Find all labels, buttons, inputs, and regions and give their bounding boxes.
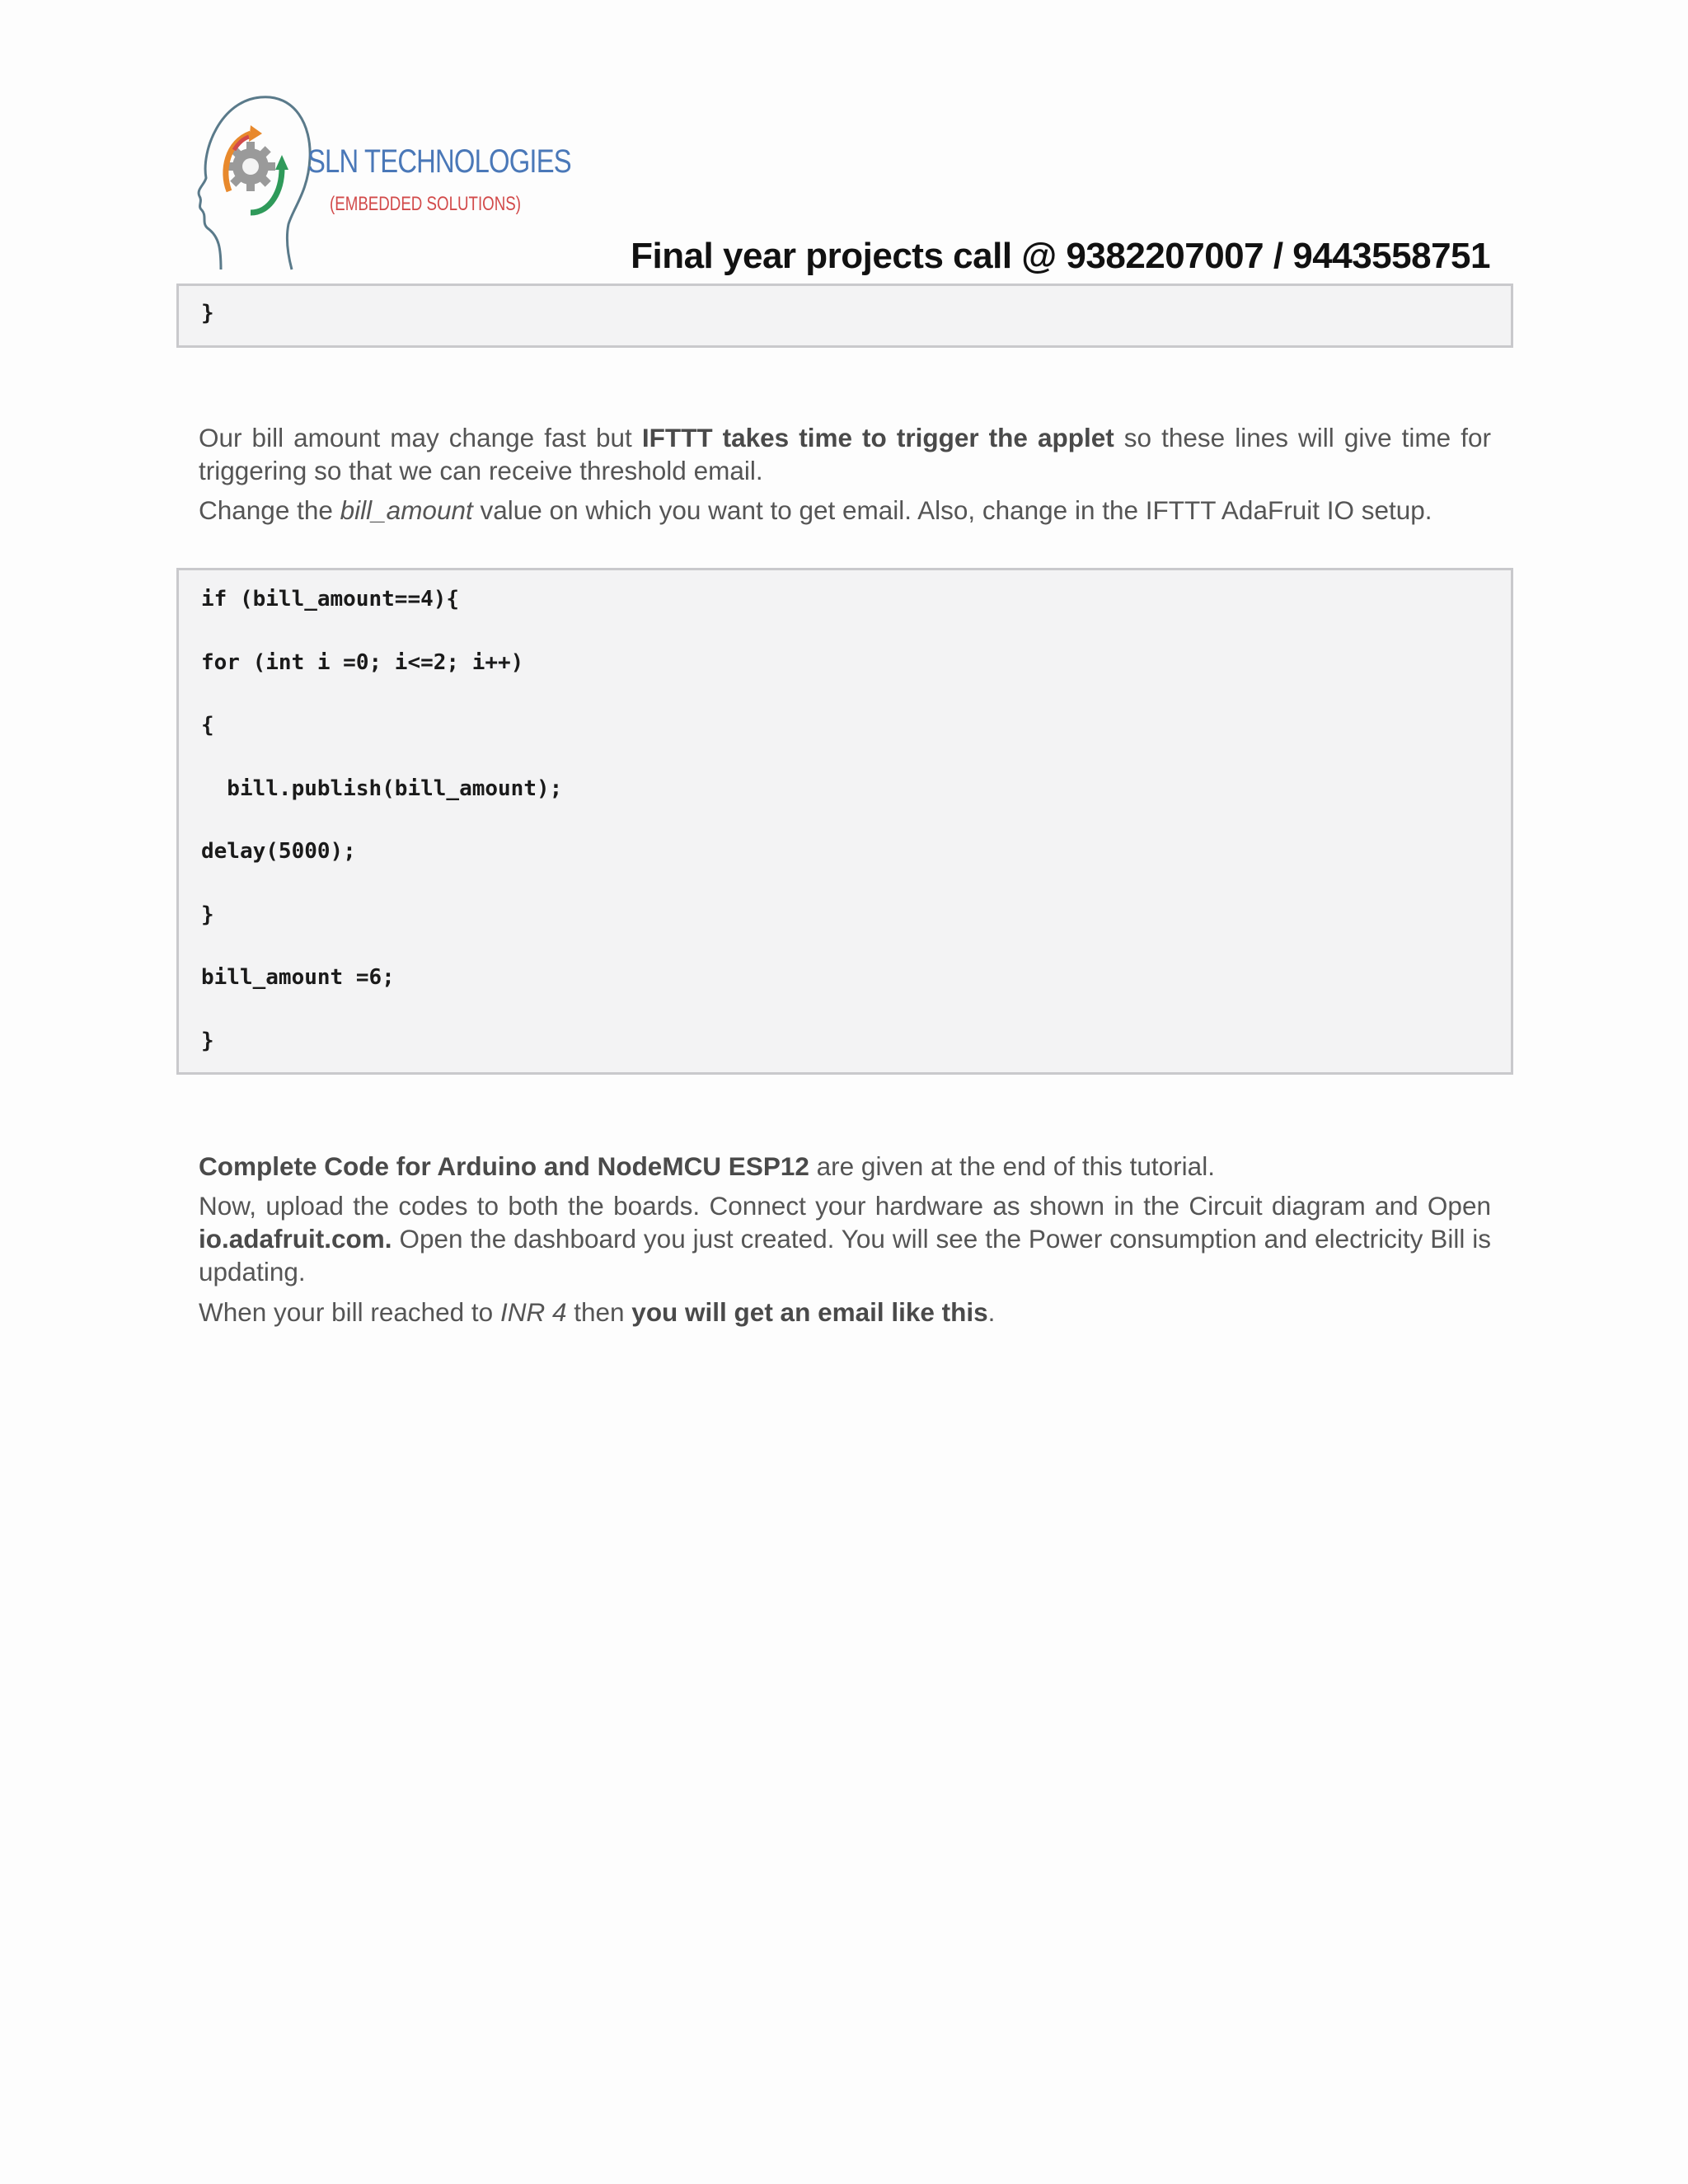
logo-title: SLN TECHNOLOGIES <box>307 143 571 180</box>
contact-heading: Final year projects call @ 9382207007 / 9443558751 <box>631 236 1490 276</box>
paragraph-email-trigger <box>199 1296 1491 1329</box>
text-run: Now, upload the codes to both the boards. Connect your hardware as shown in the Circuit diagram and Open <box>199 1191 1491 1221</box>
text-run: so these lines will give time for triggering so that we can receive threshold email. <box>199 423 1491 485</box>
text-run: Change the <box>199 495 340 525</box>
paragraph-change-bill-amount <box>199 494 1491 527</box>
code-line: } <box>201 301 214 326</box>
text-run: are given at the end of this tutorial. <box>809 1151 1215 1181</box>
code-line: if (bill_amount==4){ <box>201 587 460 612</box>
text-run: then <box>566 1297 632 1327</box>
text-run: Open the dashboard you just created. You will see the Power consumption and electricity Bill is updating. <box>199 1224 1491 1286</box>
bold-text: Complete Code for Arduino and NodeMCU ESP12 <box>199 1151 809 1181</box>
text-run: . <box>987 1297 996 1327</box>
head-gear-icon <box>196 92 328 275</box>
paragraph-ifttt-delay <box>199 421 1491 487</box>
bold-text: IFTTT takes time to trigger the applet <box>641 423 1114 452</box>
code-line: } <box>201 1029 214 1053</box>
italic-text: bill_amount <box>340 495 473 525</box>
code-line: } <box>201 902 214 927</box>
code-line: delay(5000); <box>201 839 356 864</box>
code-block-top <box>176 284 1513 348</box>
code-line: { <box>201 713 214 738</box>
paragraph-complete-code <box>199 1150 1491 1183</box>
text-run: value on which you want to get email. Also, change in the IFTTT AdaFruit IO setup. <box>472 495 1432 525</box>
text-run: Our bill amount may change fast but <box>199 423 642 452</box>
bold-link-text: io.adafruit.com. <box>199 1224 392 1254</box>
italic-text: INR 4 <box>499 1297 567 1327</box>
company-logo <box>196 92 571 275</box>
paragraph-upload-codes <box>199 1189 1491 1288</box>
code-block-main <box>176 568 1513 1075</box>
text-run: When your bill reached to <box>199 1297 500 1327</box>
code-line: bill_amount =6; <box>201 965 395 990</box>
code-line: bill.publish(bill_amount); <box>201 776 563 801</box>
bold-text: you will get an email like this <box>631 1297 988 1327</box>
logo-subtitle: (EMBEDDED SOLUTIONS) <box>330 193 521 215</box>
code-line: for (int i =0; i<=2; i++) <box>201 650 524 675</box>
